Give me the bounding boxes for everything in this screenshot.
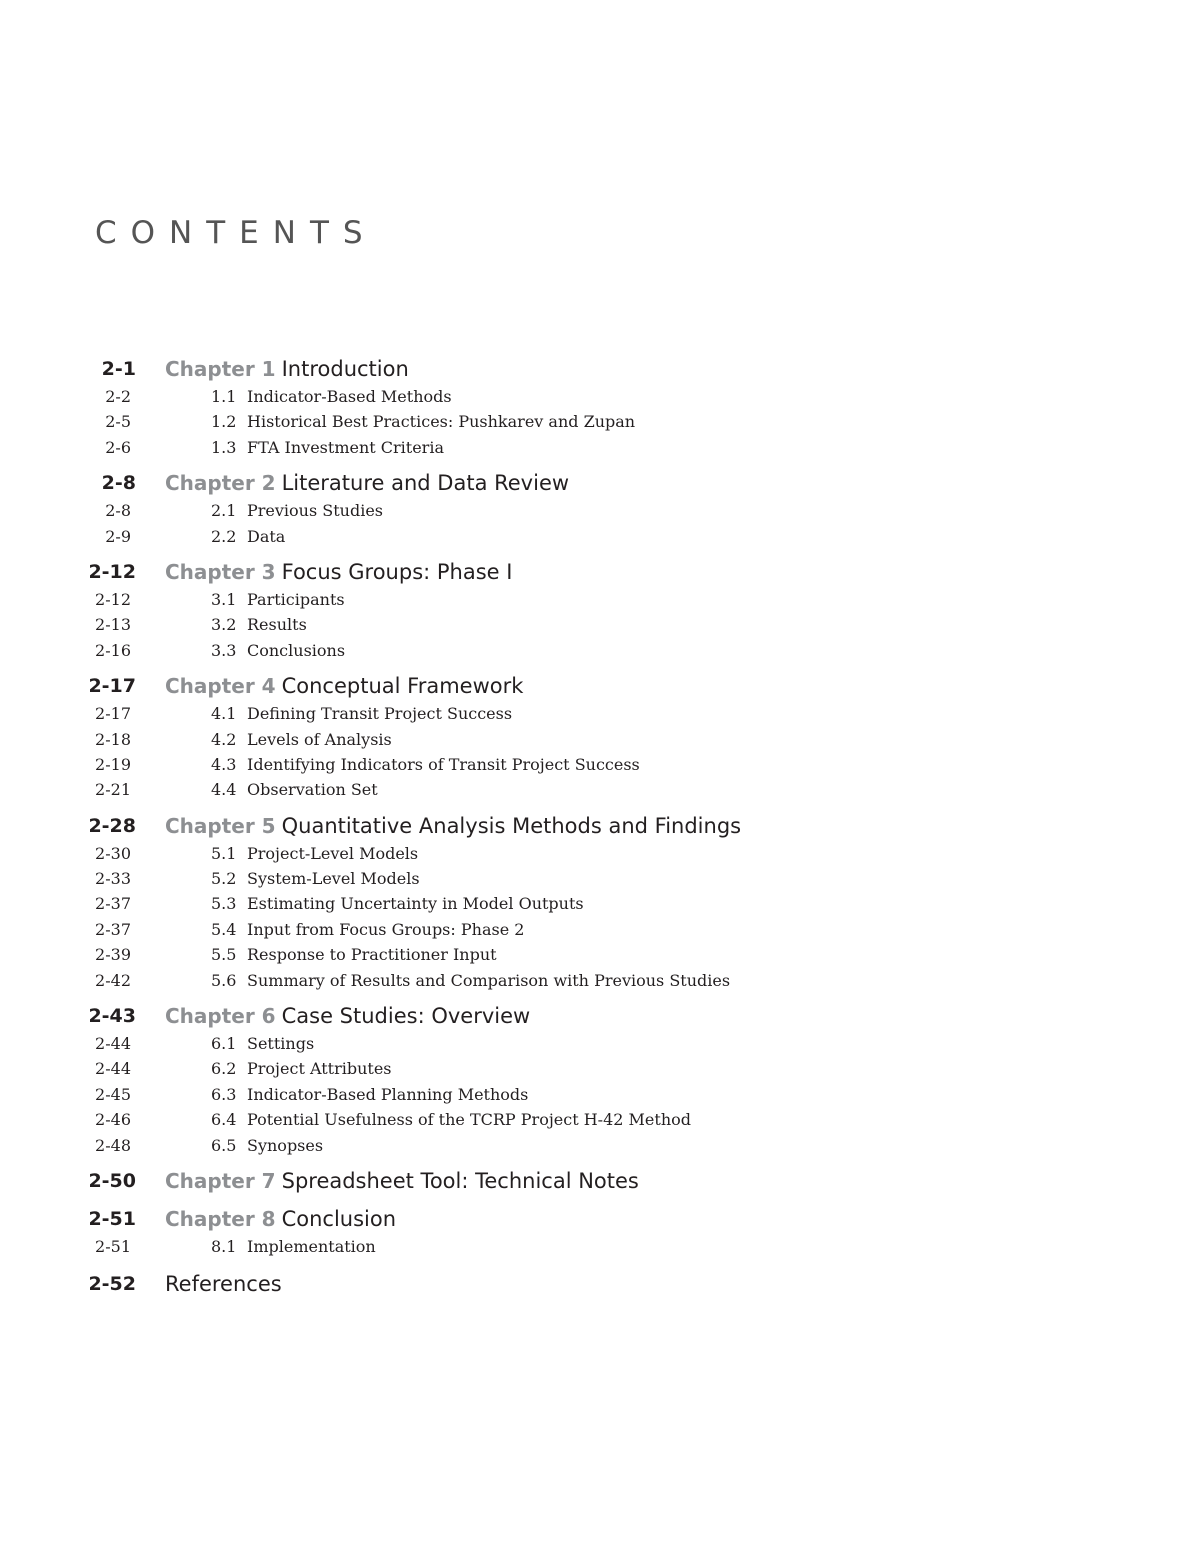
section-number: 5.5 bbox=[211, 945, 237, 965]
section-page-number: 2-19 bbox=[95, 754, 131, 774]
toc-section-entry[interactable] bbox=[0, 1082, 1200, 1107]
section-title: Indicator-Based Planning Methods bbox=[247, 1084, 529, 1104]
chapter-title: Quantitative Analysis Methods and Findings bbox=[281, 813, 742, 838]
toc-section-entry[interactable] bbox=[0, 435, 1200, 460]
chapter-label: Chapter 4 bbox=[165, 674, 276, 699]
section-title: Previous Studies bbox=[247, 501, 384, 521]
section-title: Synopses bbox=[247, 1135, 324, 1155]
chapter-heading bbox=[165, 1001, 530, 1034]
toc-section-entry[interactable] bbox=[0, 612, 1200, 637]
section-page-number: 2-16 bbox=[95, 640, 131, 660]
toc-chapter-entry[interactable] bbox=[0, 1166, 1200, 1196]
section-title: Project-Level Models bbox=[247, 843, 419, 863]
toc-section-entry[interactable] bbox=[0, 942, 1200, 967]
section-page-number: 2-37 bbox=[95, 919, 131, 939]
section-page-number: 2-9 bbox=[105, 526, 131, 546]
section-number: 1.2 bbox=[211, 412, 237, 432]
toc-section-entry[interactable] bbox=[0, 587, 1200, 612]
references-title: References bbox=[165, 1272, 282, 1297]
section-page-number: 2-33 bbox=[95, 869, 131, 889]
section-title: Identifying Indicators of Transit Project Success bbox=[247, 754, 640, 774]
section-number: 3.1 bbox=[211, 589, 237, 609]
toc-section-entry[interactable] bbox=[0, 866, 1200, 891]
toc-chapter-entry[interactable] bbox=[0, 354, 1200, 384]
section-page-number: 2-51 bbox=[95, 1236, 131, 1256]
chapter-label: Chapter 8 bbox=[165, 1206, 276, 1231]
chapter-label: Chapter 3 bbox=[165, 559, 276, 584]
section-title: Summary of Results and Comparison with Previous Studies bbox=[247, 970, 731, 990]
section-page-number: 2-8 bbox=[105, 501, 131, 521]
section-number: 6.4 bbox=[211, 1110, 237, 1130]
toc-section-entry[interactable] bbox=[0, 1107, 1200, 1132]
toc-section-entry[interactable] bbox=[0, 409, 1200, 434]
chapter-heading bbox=[165, 557, 512, 590]
toc-section-entry[interactable] bbox=[0, 1234, 1200, 1259]
chapter-title: Conclusion bbox=[281, 1206, 397, 1231]
chapter-page-number: 2-17 bbox=[88, 675, 136, 698]
chapter-label: Chapter 2 bbox=[165, 471, 276, 496]
chapter-title: Focus Groups: Phase I bbox=[281, 559, 513, 584]
toc-section-entry[interactable] bbox=[0, 917, 1200, 942]
page-title: CONTENTS bbox=[95, 215, 377, 251]
toc-section-entry[interactable] bbox=[0, 638, 1200, 663]
section-number: 8.1 bbox=[211, 1236, 237, 1256]
chapter-page-number: 2-8 bbox=[101, 472, 136, 495]
chapter-page-number: 2-51 bbox=[88, 1207, 136, 1230]
toc-section-entry[interactable] bbox=[0, 384, 1200, 409]
section-title: Settings bbox=[247, 1034, 315, 1054]
section-title: Input from Focus Groups: Phase 2 bbox=[247, 919, 525, 939]
toc-section-entry[interactable] bbox=[0, 498, 1200, 523]
chapter-page-number: 2-43 bbox=[88, 1005, 136, 1028]
section-number: 4.4 bbox=[211, 780, 237, 800]
section-page-number: 2-12 bbox=[95, 589, 131, 609]
chapter-label: Chapter 1 bbox=[165, 357, 276, 381]
chapter-title: Literature and Data Review bbox=[281, 471, 570, 496]
toc-section-entry[interactable] bbox=[0, 524, 1200, 549]
section-number: 1.3 bbox=[211, 437, 237, 457]
section-number: 2.1 bbox=[211, 501, 237, 521]
section-title: Data bbox=[247, 526, 286, 546]
section-title: Project Attributes bbox=[247, 1059, 392, 1079]
chapter-heading bbox=[165, 354, 409, 387]
section-page-number: 2-30 bbox=[95, 843, 131, 863]
toc-references-entry[interactable] bbox=[0, 1269, 1200, 1299]
section-page-number: 2-44 bbox=[95, 1034, 131, 1054]
section-title: Estimating Uncertainty in Model Outputs bbox=[247, 894, 584, 914]
toc-section-entry[interactable] bbox=[0, 1056, 1200, 1081]
section-title: Historical Best Practices: Pushkarev and Zupan bbox=[247, 412, 636, 432]
chapter-page-number: 2-1 bbox=[101, 358, 136, 380]
section-page-number: 2-39 bbox=[95, 945, 131, 965]
section-number: 6.3 bbox=[211, 1084, 237, 1104]
chapter-label: Chapter 7 bbox=[165, 1168, 276, 1193]
chapter-page-number: 2-50 bbox=[88, 1169, 136, 1192]
section-page-number: 2-18 bbox=[95, 729, 131, 749]
chapter-label: Chapter 5 bbox=[165, 813, 276, 838]
chapter-heading bbox=[165, 671, 523, 704]
section-page-number: 2-13 bbox=[95, 615, 131, 635]
section-title: FTA Investment Criteria bbox=[247, 437, 444, 457]
section-number: 5.3 bbox=[211, 894, 237, 914]
chapter-title: Spreadsheet Tool: Technical Notes bbox=[281, 1168, 639, 1193]
section-number: 3.2 bbox=[211, 615, 237, 635]
toc-section-entry[interactable] bbox=[0, 968, 1200, 993]
chapter-label: Chapter 6 bbox=[165, 1004, 276, 1029]
toc-section-entry[interactable] bbox=[0, 752, 1200, 777]
section-number: 6.5 bbox=[211, 1135, 237, 1155]
section-title: Response to Practitioner Input bbox=[247, 945, 497, 965]
toc-chapter-entry[interactable] bbox=[0, 468, 1200, 498]
section-title: Indicator-Based Methods bbox=[247, 387, 452, 406]
section-page-number: 2-2 bbox=[105, 387, 131, 406]
section-number: 4.1 bbox=[211, 704, 237, 724]
section-page-number: 2-48 bbox=[95, 1135, 131, 1155]
chapter-title: Case Studies: Overview bbox=[281, 1004, 531, 1029]
section-number: 3.3 bbox=[211, 640, 237, 660]
section-title: Results bbox=[247, 615, 307, 635]
section-number: 4.2 bbox=[211, 729, 237, 749]
references-heading bbox=[165, 1269, 282, 1302]
section-number: 6.1 bbox=[211, 1034, 237, 1054]
section-title: Levels of Analysis bbox=[247, 729, 392, 749]
section-page-number: 2-6 bbox=[105, 437, 131, 457]
section-page-number: 2-37 bbox=[95, 894, 131, 914]
chapter-title: Conceptual Framework bbox=[281, 674, 524, 699]
toc-chapter-entry[interactable] bbox=[0, 557, 1200, 587]
toc-chapter-entry[interactable] bbox=[0, 1204, 1200, 1234]
toc-section-entry[interactable] bbox=[0, 1133, 1200, 1158]
section-page-number: 2-46 bbox=[95, 1110, 131, 1130]
section-page-number: 2-44 bbox=[95, 1059, 131, 1079]
toc-chapter-entry[interactable] bbox=[0, 811, 1200, 841]
section-number: 5.6 bbox=[211, 970, 237, 990]
references-page-number: 2-52 bbox=[88, 1273, 136, 1296]
toc-section-entry[interactable] bbox=[0, 701, 1200, 726]
section-page-number: 2-42 bbox=[95, 970, 131, 990]
chapter-heading bbox=[165, 1166, 639, 1199]
toc-chapter-entry[interactable] bbox=[0, 1001, 1200, 1031]
section-title: Observation Set bbox=[247, 780, 378, 800]
chapter-page-number: 2-28 bbox=[88, 814, 136, 837]
chapter-heading bbox=[165, 468, 569, 501]
section-title: Implementation bbox=[247, 1236, 376, 1256]
chapter-heading bbox=[165, 811, 741, 844]
section-number: 6.2 bbox=[211, 1059, 237, 1079]
section-number: 5.2 bbox=[211, 869, 237, 889]
section-page-number: 2-45 bbox=[95, 1084, 131, 1104]
section-number: 2.2 bbox=[211, 526, 237, 546]
chapter-page-number: 2-12 bbox=[88, 560, 136, 583]
toc-section-entry[interactable] bbox=[0, 727, 1200, 752]
section-number: 5.1 bbox=[211, 843, 237, 863]
section-number: 4.3 bbox=[211, 754, 237, 774]
section-page-number: 2-17 bbox=[95, 704, 131, 724]
chapter-title: Introduction bbox=[281, 357, 409, 381]
section-title: Potential Usefulness of the TCRP Project H-42 Method bbox=[247, 1110, 691, 1130]
section-title: System-Level Models bbox=[247, 869, 420, 889]
section-title: Participants bbox=[247, 589, 345, 609]
section-number: 5.4 bbox=[211, 919, 237, 939]
section-page-number: 2-21 bbox=[95, 780, 131, 800]
section-number: 1.1 bbox=[211, 387, 237, 406]
section-page-number: 2-5 bbox=[105, 412, 131, 432]
toc-chapter-entry[interactable] bbox=[0, 671, 1200, 701]
chapter-heading bbox=[165, 1204, 396, 1237]
toc-section-entry[interactable] bbox=[0, 891, 1200, 916]
section-title: Defining Transit Project Success bbox=[247, 704, 513, 724]
section-title: Conclusions bbox=[247, 640, 346, 660]
toc-section-entry[interactable] bbox=[0, 1031, 1200, 1056]
table-of-contents bbox=[0, 354, 1200, 1299]
toc-section-entry[interactable] bbox=[0, 777, 1200, 802]
toc-section-entry[interactable] bbox=[0, 841, 1200, 866]
